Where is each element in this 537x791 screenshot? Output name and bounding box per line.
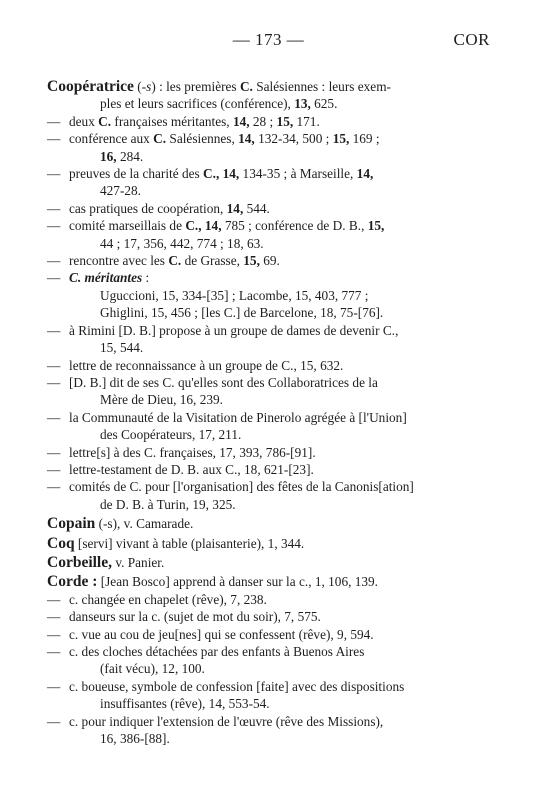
sub-entry-meritantes: — C. méritantes : Uguccioni, 15, 334-[35] ; Lacombe, 15, 403, 777 ; Ghiglini, 15, 456 ; [les C.] de Barcelone, 18, 75-[76]. xyxy=(47,270,384,321)
sub-entry: — la Communauté de la Visitation de Pinerolo agrégée à [l'Union] des Coopérateurs, 17, 211. xyxy=(47,409,407,443)
sub-entry: — rencontre avec les C. de Grasse, 15, 69. xyxy=(47,253,280,269)
entry-text: les premières xyxy=(166,79,240,94)
entry-corde: Corde : [Jean Bosco] apprend à danser sur la c., 1, 106, 139. xyxy=(47,573,379,591)
sub-entry: — lettre de reconnaissance à un groupe de C., 15, 632. xyxy=(47,357,344,373)
headword-suffix: (-s) : xyxy=(133,79,163,94)
running-head: COR xyxy=(453,30,490,49)
sub-entry: — lettre-testament de D. B. aux C., 18, 621-[23]. xyxy=(47,461,314,477)
sub-entry: — à Rimini [D. B.] propose à un groupe de dames de devenir C., 15, 544. xyxy=(47,322,399,356)
sub-entry: — deux C. françaises méritantes, 14, 28 ; 15, 171. xyxy=(47,113,320,129)
sub-entry: — danseurs sur la c. (sujet de mot du soir), 7, 575. xyxy=(47,609,321,625)
sub-entry: — conférence aux C. Salésiennes, 14, 132-34, 500 ; 15, 169 ; 16, 284. xyxy=(47,131,380,164)
index-entries xyxy=(47,78,477,747)
sub-entry: — comité marseillais de C., 14, 785 ; conférence de D. B., 15, 44 ; 17, 356, 442, 774 ; 18, 63. xyxy=(47,218,385,251)
entry-bold: C. xyxy=(239,79,253,94)
entry-copain: Copain (-s), v. Camarade. xyxy=(47,515,194,533)
entry-continuation: ples et leurs sacrifices (conférence), 13, 625. xyxy=(100,96,338,112)
sub-entry: — comités de C. pour [l'organisation] des fêtes de la Canonis[ation] de D. B. à Turin, 19, 325. xyxy=(47,479,414,512)
entry-cooperatrice xyxy=(47,78,477,113)
sub-entry: — cas pratiques de coopération, 14, 544. xyxy=(47,200,270,216)
sub-entry: — c. vue au cou de jeu[nes] qui se confessent (rêve), 9, 594. xyxy=(47,626,374,642)
sub-entry: — c. pour indiquer l'extension de l'œuvre (rêve des Missions), 16, 386-[88]. xyxy=(47,713,384,747)
entry-corbeille: Corbeille, v. Panier. xyxy=(47,553,165,571)
entry-text: Salésiennes : leurs exem- xyxy=(252,79,391,94)
sub-entry: — lettre[s] à des C. françaises, 17, 393, 786-[91]. xyxy=(47,444,316,460)
headword-cooperatrice: Coopératrice xyxy=(47,78,134,95)
sub-entry: — [D. B.] dit de ses C. qu'elles sont des Collaboratrices de la Mère de Dieu, 16, 239. xyxy=(47,374,378,408)
sub-entry: — c. changée en chapelet (rêve), 7, 238. xyxy=(47,591,267,607)
sub-entry: — c. boueuse, symbole de confession [faite] avec des dispositions insuffisantes (rêve), 14, 553-54. xyxy=(47,678,405,712)
entry-coq: Coq [servi] vivant à table (plaisanterie), 1, 344. xyxy=(47,534,305,552)
sub-entry: — c. des cloches détachées par des enfants à Buenos Aires (fait vécu), 12, 100. xyxy=(47,644,365,677)
page-number: — 173 — xyxy=(232,30,305,49)
sub-entry: — preuves de la charité des C., 14, 134-35 ; à Marseille, 14, 427-28. xyxy=(47,166,374,199)
